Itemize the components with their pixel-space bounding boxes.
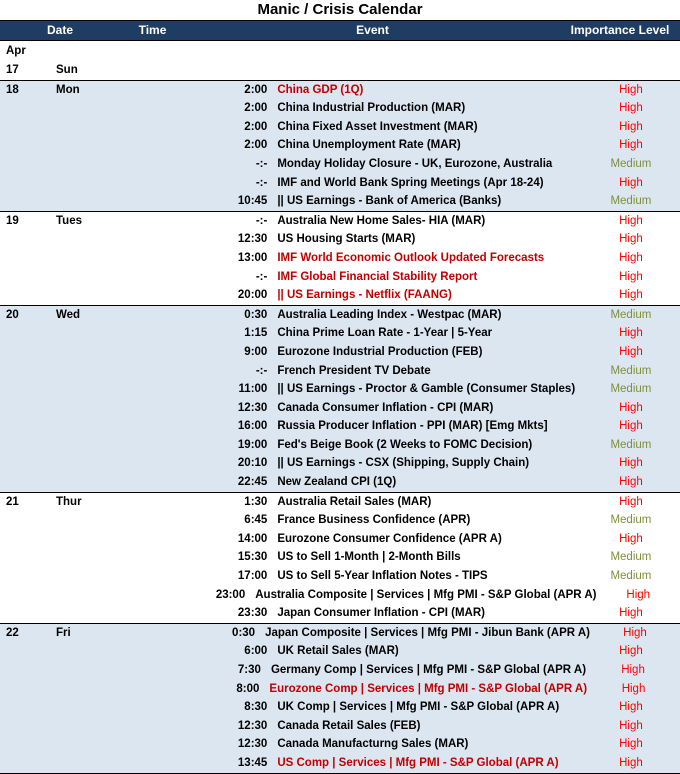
importance-cell: Medium — [610, 514, 652, 527]
day-number: 19 — [6, 214, 19, 227]
importance-cell: Medium — [610, 383, 652, 396]
day-number — [0, 548, 56, 567]
day-number — [0, 661, 56, 680]
date-cell — [0, 306, 120, 325]
day-name — [56, 399, 120, 418]
importance-cell: High — [619, 120, 643, 133]
day-number: 18 — [6, 83, 19, 96]
day-name — [56, 192, 120, 211]
date-cell — [0, 81, 120, 100]
date-cell — [0, 212, 120, 231]
date-cell — [0, 118, 120, 137]
day-number — [0, 249, 56, 268]
importance-cell: Medium — [610, 157, 652, 170]
importance-cell: High — [619, 457, 643, 470]
table-row — [0, 306, 680, 325]
table-row — [0, 343, 680, 362]
table-row — [0, 436, 680, 455]
date-cell — [0, 454, 120, 473]
importance-cell: High — [619, 176, 643, 189]
day-number: 17 — [6, 64, 19, 76]
day-name — [56, 530, 120, 549]
day-name — [56, 661, 120, 680]
importance-cell: High — [619, 139, 643, 152]
time-cell: -:- — [255, 176, 268, 189]
date-cell — [0, 473, 120, 492]
table-row — [0, 362, 680, 381]
event-cell: New Zealand CPI (1Q) — [277, 476, 397, 489]
day-name — [56, 268, 120, 287]
table-row — [0, 380, 680, 399]
time-cell: 13:00 — [237, 251, 268, 264]
event-cell: US to Sell 1-Month | 2-Month Bills — [277, 551, 461, 564]
table-row — [0, 324, 680, 343]
table-row — [0, 511, 680, 530]
time-cell: 14:00 — [237, 532, 268, 545]
day-name — [56, 155, 120, 174]
table-row — [0, 567, 680, 586]
day-group — [0, 624, 680, 774]
event-cell: Monday Holiday Closure - UK, Eurozone, Australia — [277, 157, 553, 170]
day-number: 21 — [6, 495, 19, 508]
day-number — [0, 436, 56, 455]
time-cell: 23:00 — [215, 588, 246, 601]
header-date: Date — [46, 23, 73, 37]
day-name — [56, 604, 120, 623]
date-cell — [0, 754, 120, 773]
table-row — [0, 717, 680, 736]
event-cell: || US Earnings - CSX (Shipping, Supply Chain) — [277, 457, 530, 470]
event-cell: China Fixed Asset Investment (MAR) — [277, 120, 478, 133]
time-cell: 19:00 — [237, 438, 268, 451]
date-cell — [0, 698, 120, 717]
time-cell: -:- — [255, 157, 268, 170]
importance-cell: High — [619, 83, 643, 96]
day-number — [0, 362, 56, 381]
date-cell — [0, 192, 120, 211]
importance-cell: High — [619, 289, 643, 302]
time-cell: 16:00 — [237, 420, 268, 433]
event-cell: IMF World Economic Outlook Updated Forecasts — [277, 251, 545, 264]
day-group — [0, 212, 680, 306]
table-row — [0, 61, 680, 80]
day-name: Sun — [56, 64, 78, 76]
time-cell: 2:00 — [244, 120, 268, 133]
event-cell: China GDP (1Q) — [277, 83, 364, 96]
event-cell: || US Earnings - Proctor & Gamble (Consumer Staples) — [277, 383, 576, 396]
table-row — [0, 586, 680, 605]
event-cell: China Unemployment Rate (MAR) — [277, 139, 461, 152]
day-name — [56, 586, 120, 605]
importance-cell: High — [619, 214, 643, 227]
time-cell: -:- — [255, 214, 268, 227]
day-name: Tues — [56, 214, 82, 227]
event-cell: IMF Global Financial Stability Report — [277, 270, 478, 283]
day-name — [56, 567, 120, 586]
date-cell — [0, 268, 120, 287]
importance-cell: High — [619, 476, 643, 489]
importance-cell: Medium — [610, 438, 652, 451]
day-number — [0, 399, 56, 418]
event-cell: Japan Consumer Inflation - CPI (MAR) — [277, 607, 485, 620]
time-cell: 12:30 — [237, 401, 268, 414]
date-cell — [0, 511, 120, 530]
date-cell — [0, 680, 120, 699]
event-cell: Eurozone Industrial Production (FEB) — [277, 345, 483, 358]
importance-cell: Medium — [610, 195, 652, 208]
event-cell: IMF and World Bank Spring Meetings (Apr 18-24) — [277, 176, 544, 189]
date-cell — [0, 586, 120, 605]
day-number — [0, 324, 56, 343]
date-cell — [0, 230, 120, 249]
table-row — [0, 680, 680, 699]
time-cell: 7:30 — [237, 664, 261, 676]
time-cell: 6:45 — [244, 514, 268, 527]
table-row — [0, 642, 680, 661]
day-name — [56, 230, 120, 249]
day-number — [0, 698, 56, 717]
table-row — [0, 81, 680, 100]
event-cell: Australia Composite | Services | Mfg PMI - S&P Global (APR A) — [255, 588, 597, 601]
day-number — [0, 754, 56, 773]
day-name — [56, 717, 120, 736]
day-number — [0, 717, 56, 736]
event-cell: US to Sell 5-Year Inflation Notes - TIPS — [277, 570, 488, 583]
table-row — [0, 661, 680, 680]
event-cell: UK Retail Sales (MAR) — [277, 645, 399, 658]
event-cell: Germany Comp | Services | Mfg PMI - S&P Global (APR A) — [270, 664, 587, 676]
date-cell — [0, 735, 120, 754]
event-cell — [275, 61, 581, 80]
day-number — [0, 174, 56, 193]
day-name: Thur — [56, 495, 82, 508]
day-number — [0, 454, 56, 473]
day-number — [0, 380, 56, 399]
day-name — [56, 417, 120, 436]
event-cell: Japan Composite | Services | Mfg PMI - Jibun Bank (APR A) — [265, 626, 590, 639]
event-cell: China Prime Loan Rate - 1-Year | 5-Year — [277, 327, 493, 340]
day-number — [0, 230, 56, 249]
time-cell: -:- — [255, 364, 268, 377]
day-name — [56, 286, 120, 305]
date-cell — [0, 436, 120, 455]
date-cell — [0, 174, 120, 193]
event-cell: Australia Retail Sales (MAR) — [277, 495, 432, 508]
importance-cell: High — [619, 645, 643, 658]
day-number — [0, 118, 56, 137]
date-cell — [0, 642, 120, 661]
date-cell — [0, 362, 120, 381]
event-cell: Eurozone Consumer Confidence (APR A) — [277, 532, 502, 545]
importance-cell: High — [619, 345, 643, 358]
day-number — [0, 192, 56, 211]
day-name: Mon — [56, 83, 80, 96]
time-cell: -:- — [255, 270, 268, 283]
date-cell — [0, 155, 120, 174]
day-number — [0, 268, 56, 287]
importance-cell: High — [619, 738, 643, 751]
day-name — [56, 136, 120, 155]
importance-cell: High — [619, 756, 643, 769]
time-cell: 23:30 — [237, 607, 268, 620]
importance-cell: High — [619, 607, 643, 620]
time-cell: 2:00 — [244, 83, 268, 96]
importance-cell: High — [621, 664, 645, 676]
importance-cell: Medium — [610, 308, 652, 321]
day-name — [56, 249, 120, 268]
event-cell: Canada Manufacturng Sales (MAR) — [277, 738, 469, 751]
event-cell: Australia Leading Index - Westpac (MAR) — [277, 308, 502, 321]
day-number — [0, 642, 56, 661]
importance-cell: High — [619, 532, 643, 545]
day-number — [0, 343, 56, 362]
day-name — [56, 174, 120, 193]
time-cell: 17:00 — [237, 570, 268, 583]
time-cell: 20:10 — [237, 457, 268, 470]
header-time: Time (GMT) — [135, 23, 170, 56]
time-cell: 1:15 — [244, 327, 268, 340]
time-cell: 0:30 — [244, 308, 268, 321]
table-row — [0, 530, 680, 549]
day-number: 20 — [6, 308, 19, 321]
day-number — [0, 604, 56, 623]
day-number — [0, 417, 56, 436]
date-cell — [0, 343, 120, 362]
date-cell — [0, 99, 120, 118]
table-row — [0, 548, 680, 567]
day-name — [56, 735, 120, 754]
time-cell: 8:00 — [236, 682, 260, 695]
day-number — [0, 586, 56, 605]
importance-cell: High — [619, 270, 643, 283]
importance-cell: High — [619, 401, 643, 414]
importance-cell: High — [619, 719, 643, 732]
event-cell: French President TV Debate — [277, 364, 431, 377]
date-cell — [0, 136, 120, 155]
time-cell: 11:00 — [238, 383, 268, 396]
importance-cell: High — [619, 420, 643, 433]
event-cell: Eurozone Comp | Services | Mfg PMI - S&P Global (APR A) — [269, 682, 588, 695]
day-number — [0, 735, 56, 754]
importance-cell: High — [619, 701, 643, 714]
table-row — [0, 698, 680, 717]
date-cell — [0, 324, 120, 343]
page-title: Manic / Crisis Calendar — [257, 1, 423, 18]
day-number — [0, 530, 56, 549]
table-row — [0, 624, 680, 643]
event-cell: Fed's Beige Book (2 Weeks to FOMC Decision) — [277, 438, 533, 451]
importance-cell: Medium — [610, 364, 652, 377]
date-cell — [0, 249, 120, 268]
date-cell — [0, 548, 120, 567]
table-row — [0, 192, 680, 211]
event-cell: France Business Confidence (APR) — [277, 514, 471, 527]
day-number: 22 — [6, 626, 19, 639]
calendar-body — [0, 61, 680, 774]
importance-cell: High — [619, 495, 643, 508]
event-cell: US Comp | Services | Mfg PMI - S&P Global (APR A) — [277, 756, 559, 769]
day-name — [56, 642, 120, 661]
day-number — [0, 680, 56, 699]
day-name — [56, 548, 120, 567]
date-cell — [0, 61, 120, 80]
table-row — [0, 99, 680, 118]
table-row — [0, 735, 680, 754]
table-row — [0, 174, 680, 193]
header-importance: Importance Level — [570, 23, 670, 37]
date-cell — [0, 399, 120, 418]
day-name: Wed — [56, 308, 81, 321]
day-number — [0, 155, 56, 174]
importance-cell: High — [619, 251, 643, 264]
time-cell: 9:00 — [244, 345, 268, 358]
day-name — [56, 436, 120, 455]
day-group — [0, 81, 680, 212]
day-name — [56, 473, 120, 492]
importance-cell: Medium — [610, 551, 652, 564]
day-name: Fri — [56, 626, 71, 639]
date-cell — [0, 604, 120, 623]
day-name — [56, 324, 120, 343]
day-number — [0, 567, 56, 586]
table-row — [0, 399, 680, 418]
day-name — [56, 511, 120, 530]
event-cell: Australia New Home Sales- HIA (MAR) — [277, 214, 486, 227]
table-row — [0, 268, 680, 287]
time-cell: 13:45 — [237, 756, 268, 769]
table-row — [0, 230, 680, 249]
date-cell — [0, 380, 120, 399]
time-cell: 12:30 — [237, 233, 268, 246]
importance-cell: High — [626, 588, 651, 601]
importance-cell: High — [621, 682, 646, 695]
day-name — [56, 680, 120, 699]
table-row — [0, 136, 680, 155]
date-cell — [0, 567, 120, 586]
day-name — [56, 99, 120, 118]
day-name — [56, 454, 120, 473]
time-cell: 20:00 — [237, 289, 268, 302]
event-cell: China Industrial Production (MAR) — [277, 102, 466, 115]
date-cell — [0, 717, 120, 736]
table-row — [0, 249, 680, 268]
day-group — [0, 306, 680, 493]
table-row — [0, 604, 680, 623]
time-cell: 12:30 — [237, 719, 268, 732]
date-cell — [0, 624, 120, 643]
date-cell — [0, 493, 120, 512]
day-name — [56, 362, 120, 381]
date-cell — [0, 661, 120, 680]
table-row — [0, 417, 680, 436]
day-group — [0, 61, 680, 81]
table-row — [0, 155, 680, 174]
day-name — [56, 380, 120, 399]
table-row — [0, 754, 680, 773]
event-cell: Russia Producer Inflation - PPI (MAR) [Emg Mkts] — [277, 420, 548, 433]
table-row — [0, 493, 680, 512]
header-event: Event — [356, 23, 389, 37]
table-row — [0, 118, 680, 137]
month-label: Apr — [6, 45, 26, 57]
time-cell: 22:45 — [237, 476, 268, 489]
importance-cell: High — [619, 102, 643, 115]
event-cell: || US Earnings - Netflix (FAANG) — [277, 289, 452, 302]
day-number — [0, 99, 56, 118]
time-cell: 0:30 — [232, 626, 256, 639]
table-row — [0, 286, 680, 305]
day-name — [56, 343, 120, 362]
event-cell: Canada Retail Sales (FEB) — [277, 719, 421, 732]
date-cell — [0, 417, 120, 436]
table-row — [0, 473, 680, 492]
time-cell: 2:00 — [244, 102, 268, 115]
table-row — [0, 454, 680, 473]
day-number — [0, 136, 56, 155]
day-name — [56, 118, 120, 137]
day-name — [56, 754, 120, 773]
time-cell: 1:30 — [244, 495, 268, 508]
day-number — [0, 511, 56, 530]
event-cell: Canada Consumer Inflation - CPI (MAR) — [277, 401, 494, 414]
time-cell: 8:30 — [244, 701, 268, 714]
time-cell: 15:30 — [237, 551, 268, 564]
time-cell: 2:00 — [244, 139, 268, 152]
importance-cell: High — [623, 626, 647, 639]
day-number — [0, 473, 56, 492]
day-number — [0, 286, 56, 305]
time-cell: 10:45 — [237, 195, 268, 208]
date-cell — [0, 530, 120, 549]
importance-cell: Medium — [610, 570, 652, 583]
importance-cell: High — [619, 327, 643, 340]
day-name — [56, 698, 120, 717]
importance-cell — [582, 61, 680, 80]
day-group — [0, 493, 680, 624]
event-cell: US Housing Starts (MAR) — [277, 233, 416, 246]
table-row — [0, 212, 680, 231]
event-cell: || US Earnings - Bank of America (Banks) — [277, 195, 502, 208]
time-cell — [120, 61, 275, 80]
date-cell — [0, 286, 120, 305]
event-cell: UK Comp | Services | Mfg PMI - S&P Global (APR A) — [277, 701, 560, 714]
time-cell: 12:30 — [237, 738, 268, 751]
time-cell: 6:00 — [244, 645, 268, 658]
importance-cell: High — [619, 233, 643, 246]
